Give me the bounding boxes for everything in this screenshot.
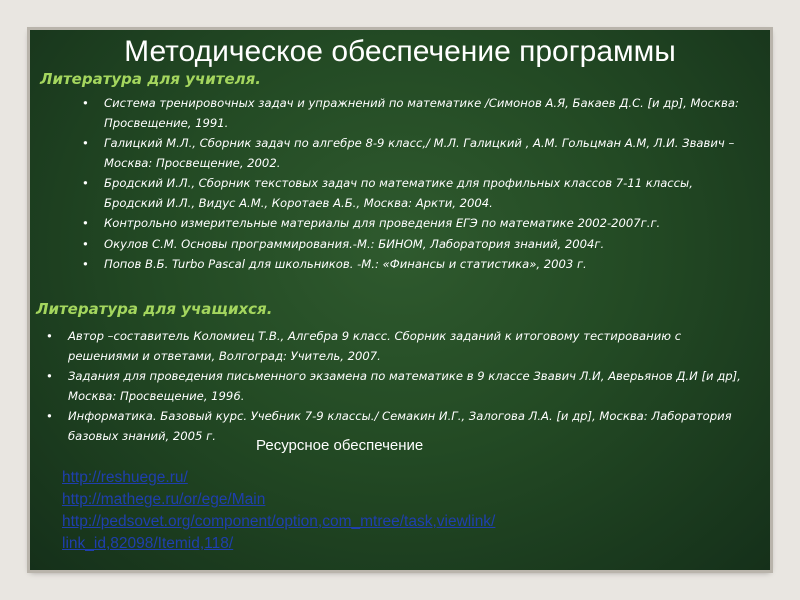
list-item-text: Галицкий М.Л., Сборник задач по алгебре 8-9 класс,/ М.Л. Галицкий , А.М. Гольцман А.М, Л.И. Звавич – Москва: Просвещение, 2002. <box>104 136 735 170</box>
bullet-icon: • <box>82 236 89 251</box>
link-pedsovet-continued[interactable]: link_id,82098/Itemid,118/ <box>62 535 234 552</box>
list-item <box>46 327 746 366</box>
teacher-literature-heading: Литература для учителя. <box>40 70 261 88</box>
slide-board <box>30 30 770 570</box>
list-item <box>82 94 752 133</box>
teacher-literature-list <box>82 94 752 276</box>
link-mathege[interactable]: http://mathege.ru/or/ege/Main <box>62 491 266 508</box>
resources-heading: Ресурсное обеспечение <box>256 437 424 454</box>
bullet-icon: • <box>82 136 89 150</box>
bullet-icon: • <box>46 369 53 383</box>
list-item-text: Информатика. Базовый курс. Учебник 7-9 классы./ Семакин И.Г., Залогова Л.А. [и др], Москва: Лаборатория базовых знаний, 2005 г. <box>68 409 732 443</box>
bullet-icon: • <box>82 257 89 271</box>
slide-title: Методическое обеспечение программы <box>124 35 676 68</box>
bullet-icon: • <box>46 329 53 343</box>
student-literature-heading: Литература для учащихся. <box>36 300 273 318</box>
resource-links <box>62 467 742 555</box>
link-pedsovet[interactable]: http://pedsovet.org/component/option,com_mtree/task,viewlink/ <box>62 513 496 530</box>
list-item-text: Система тренировочных задач и упражнений по математике /Симонов А.Я, Бакаев Д.С. [и др], Москва: Просвещение, 1991. <box>104 96 739 130</box>
list-item-text: Бродский И.Л., Сборник текстовых задач по математике для профильных классов 7-11 классы, Бродский И.Л., Видус А.М., Коротаев А.Б., Москва: Аркти, 2004. <box>104 176 693 210</box>
list-item <box>82 174 752 213</box>
bullet-icon: • <box>46 409 53 423</box>
student-literature-list <box>46 327 746 447</box>
bullet-icon: • <box>82 216 89 230</box>
list-item-text: Задания для проведения письменного экзамена по математике в 9 классе Звавич Л.И, Аверьянов Д.И [и др], Москва: Просвещение, 1996. <box>68 369 741 403</box>
list-item-text: Автор –составитель Коломиец Т.В., Алгебра 9 класс. Сборник заданий к итоговому тестированию с решениями и ответами, Волгоград: Учитель, 2007. <box>68 329 682 363</box>
list-item <box>82 235 752 255</box>
list-item <box>82 214 752 234</box>
link-reshuege[interactable]: http://reshuege.ru/ <box>62 469 188 486</box>
bullet-icon: • <box>82 96 89 110</box>
list-item-text: Попов В.Б. Turbo Pascal для школьников. -М.: «Финансы и статистика», 2003 г. <box>104 257 587 271</box>
bullet-icon: • <box>82 176 89 190</box>
list-item-text: Контрольно измерительные материалы для проведения ЕГЭ по математике 2002-2007г.г. <box>104 216 661 230</box>
list-item <box>46 367 746 406</box>
list-item <box>82 134 752 173</box>
list-item-text: Окулов С.М. Основы программирования.-М.: БИНОМ, Лаборатория знаний, 2004г. <box>104 236 605 251</box>
list-item <box>82 255 752 275</box>
